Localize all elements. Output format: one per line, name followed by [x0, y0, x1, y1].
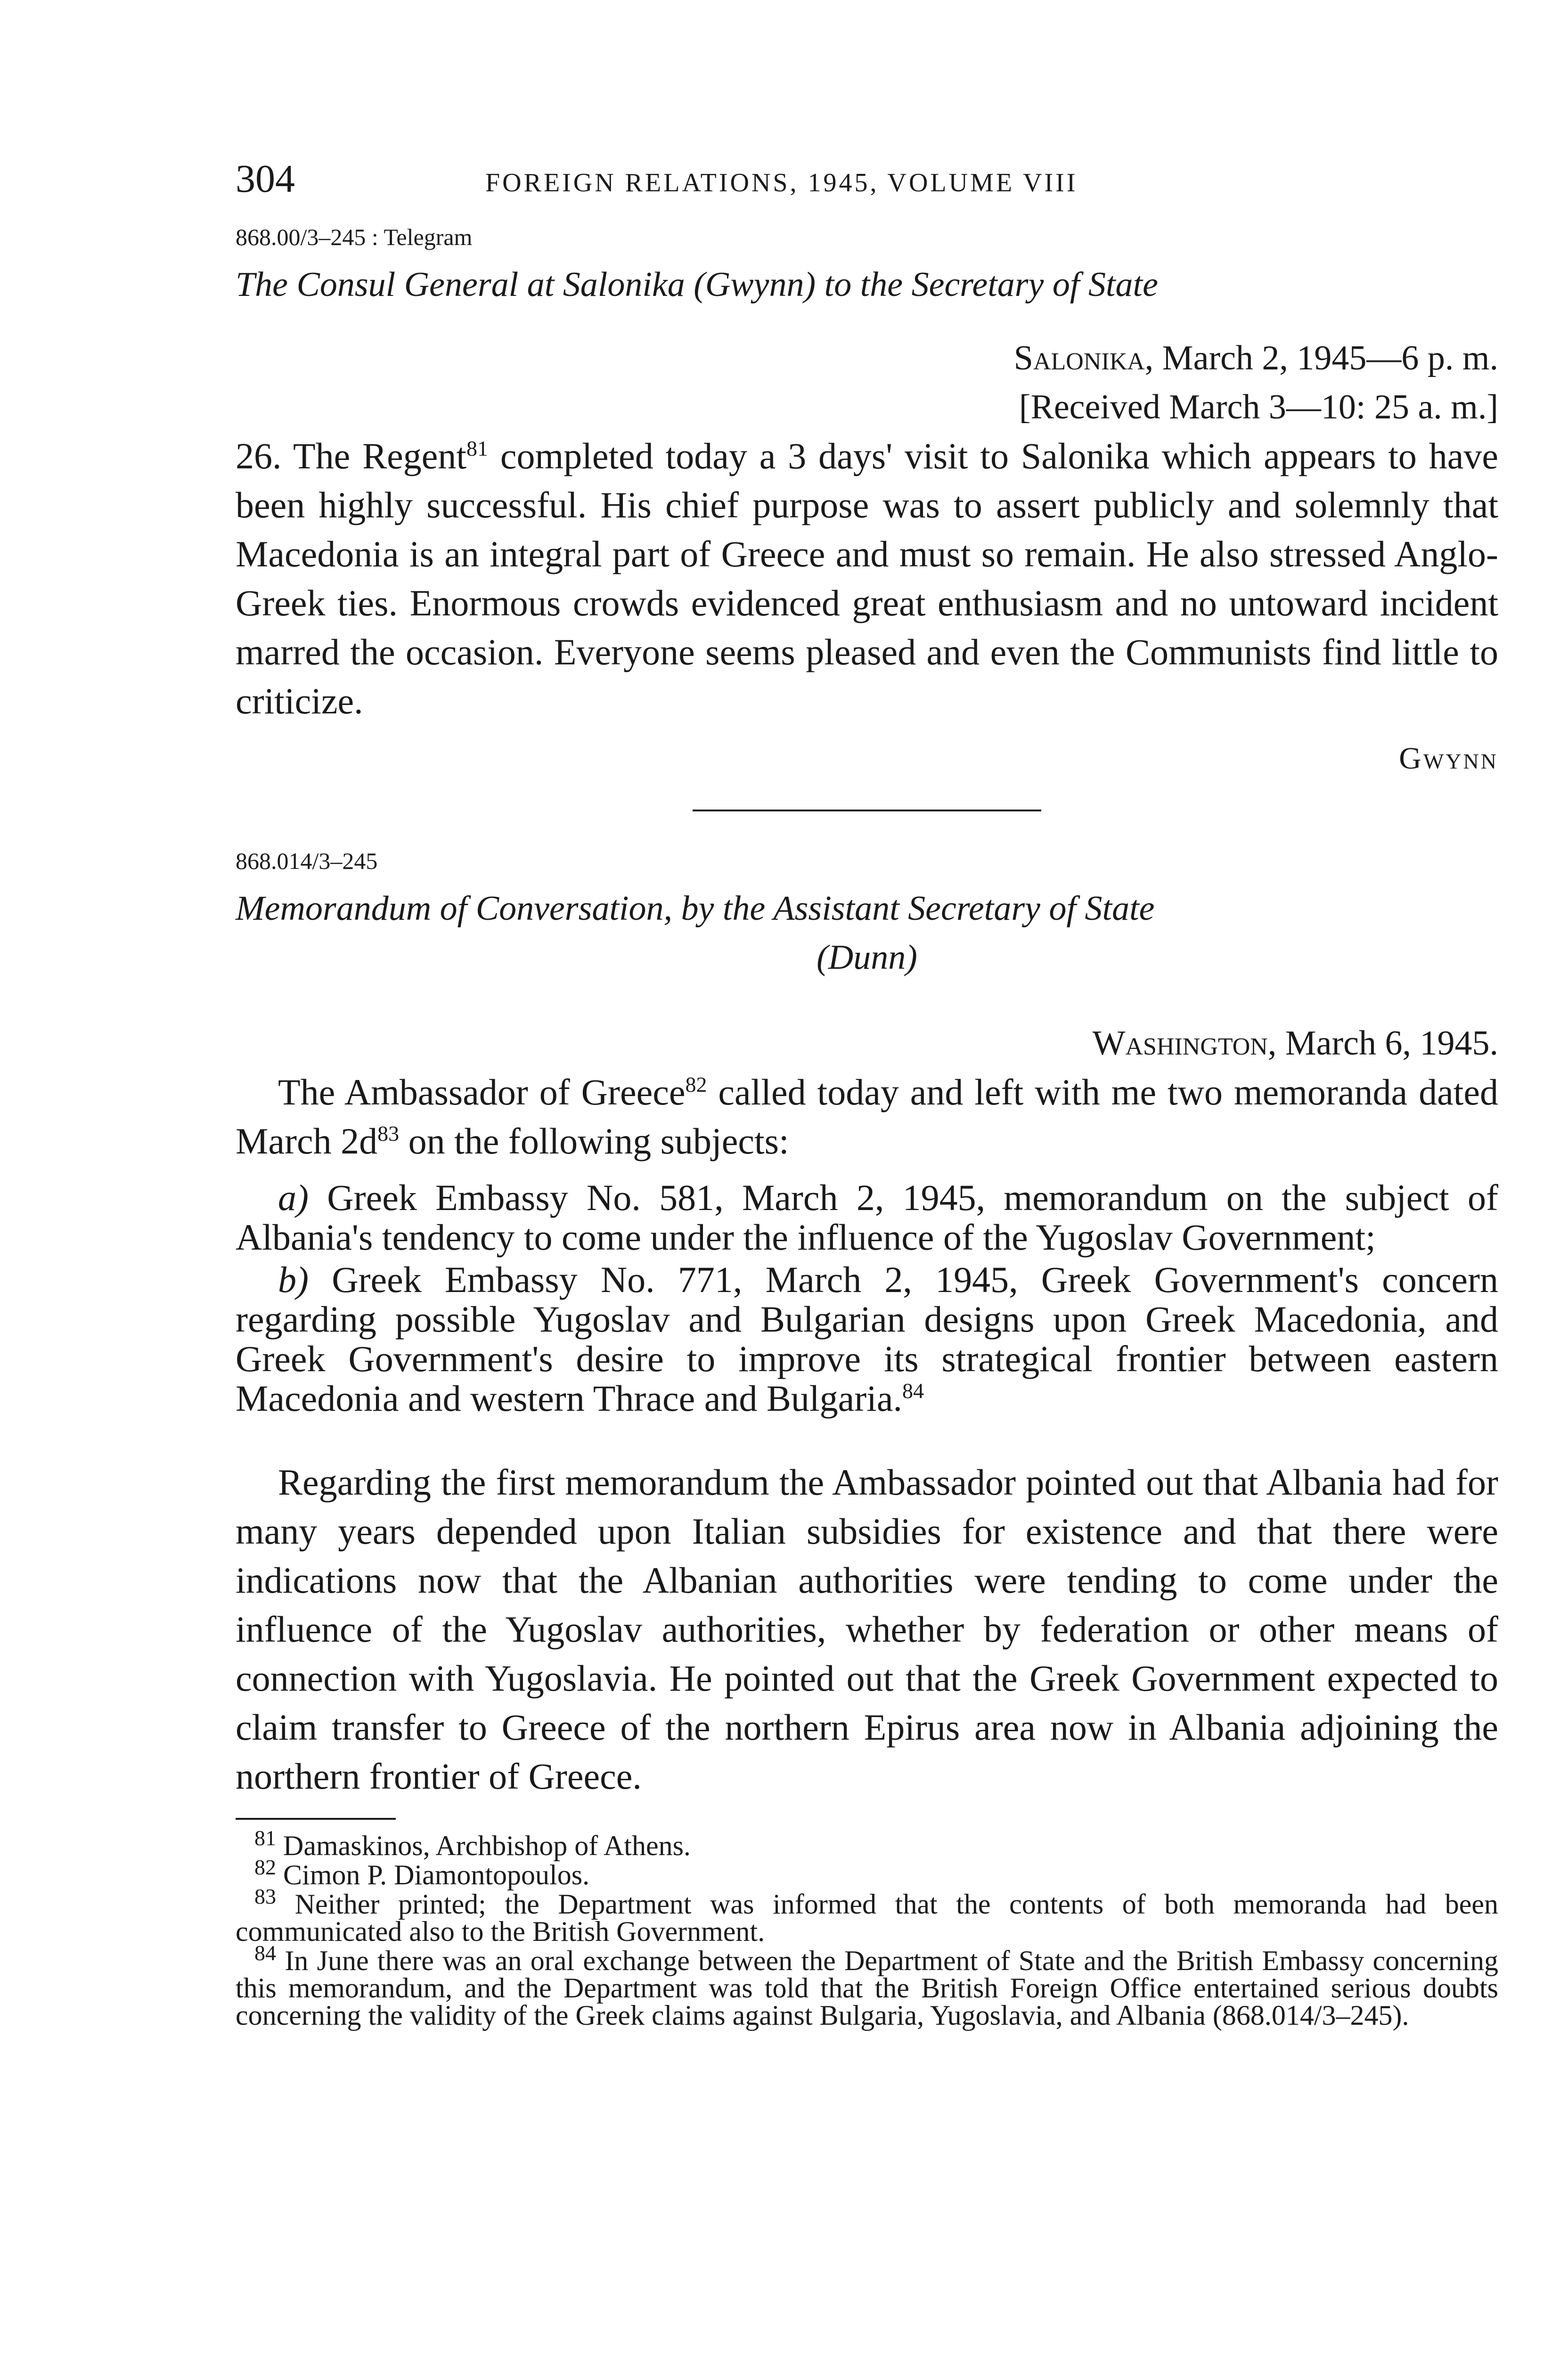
telegram-body-paragraph [236, 432, 1498, 726]
memorandum-heading-line2: (Dunn) [817, 938, 917, 977]
footnote-ref-81: 81 [466, 436, 489, 460]
footnote-83 [236, 1884, 1498, 1947]
memorandum-intro-end: on the following subjects: [399, 1121, 789, 1162]
footnote-number: 84 [254, 1941, 276, 1965]
telegram-heading: The Consul General at Salonika (Gwynn) to the Secretary of State [236, 265, 1158, 304]
memorandum-intro-paragraph [236, 1068, 1498, 1166]
telegram-dateline [236, 334, 1498, 383]
footnote-number: 81 [254, 1826, 276, 1850]
list-item [236, 1260, 1498, 1418]
footnote-rule [236, 1818, 396, 1820]
footnote-81 [236, 1826, 1498, 1861]
footnote-ref-82: 82 [685, 1072, 707, 1096]
memorandum-intro-start: The Ambassador of Greece [278, 1072, 686, 1113]
telegram-received-line: [Received March 3—10: 25 a. m.] [1019, 388, 1498, 426]
memorandum-file-reference: 868.014/3–245 [236, 848, 378, 874]
telegram-body-rest: completed today a 3 days' visit to Salonika which appears to have been highly successful. His chief purpose was to assert publicly and solemnly that Macedonia is an integral part of Greece and must so remain. He also stressed Anglo-Greek ties. Enormous crowds evidenced great enthusiasm and no untoward incident marred the occasion. Everyone seems pleased and even the Communists find little to criticize. [236, 435, 1498, 721]
footnotes [236, 1826, 1498, 2031]
list-item-label-a: a) [278, 1177, 309, 1218]
memorandum-dateline-date: , March 6, 1945. [1267, 1024, 1498, 1063]
telegram-file-reference: 868.00/3–245 : Telegram [236, 224, 473, 250]
list-item-text-b: Greek Embassy No. 771, March 2, 1945, Greek Government's concern regarding possible Yugoslav and Bulgarian designs upon Greek Macedonia, and Greek Government's desire to improve its strategical frontier between eastern Macedonia and western Thrace and Bulgaria. [236, 1259, 1498, 1419]
paragraph-gap [236, 1421, 1498, 1458]
footnote-82 [236, 1855, 1498, 1890]
footnote-number: 83 [254, 1884, 276, 1908]
document-page [236, 155, 1498, 2031]
memorandum-dateline [236, 1019, 1498, 1068]
footnote-text: Damaskinos, Archbishop of Athens. [276, 1830, 691, 1861]
list-item [236, 1178, 1498, 1257]
section-separator [693, 810, 1041, 811]
footnote-84 [236, 1941, 1498, 2031]
memorandum-intro-middle: called today and left with me two memoranda dated March 2d [236, 1072, 1498, 1162]
list-item-text-a: Greek Embassy No. 581, March 2, 1945, memorandum on the subject of Albania's tendency to come under the influence of the Yugoslav Government; [236, 1177, 1498, 1258]
page-number: 304 [236, 157, 295, 201]
memorandum-heading-line1: Memorandum of Conversation, by the Assistant Secretary of State [236, 889, 1155, 928]
footnote-number: 82 [254, 1855, 276, 1879]
telegram-dateline-date: , March 2, 1945—6 p. m. [1144, 339, 1498, 377]
telegram-signature: Gwynn [1399, 741, 1498, 776]
telegram-dateline-place: Salonika [1013, 339, 1145, 377]
memorandum-dateline-place: Washington [1092, 1024, 1268, 1063]
memorandum-body-paragraph: Regarding the first memorandum the Ambassador pointed out that Albania had for many years depended upon Italian subsidies for existence and that there were indications now that the Albanian authorities were tending to come under the influence of the Yugoslav authorities, whether by federation or other means of connection with Yugoslavia. He pointed out that the Greek Government expected to claim transfer to Greece of the northern Epirus area now in Albania adjoining the northern frontier of Greece. [236, 1462, 1498, 1797]
footnote-ref-84: 84 [902, 1379, 924, 1403]
footnote-text: Neither printed; the Department was informed that the contents of both memoranda had been communicated also to the British Government. [236, 1889, 1498, 1947]
telegram-body-start: 26. The Regent [236, 435, 467, 476]
list-item-label-b: b) [278, 1259, 309, 1300]
memoranda-list [236, 1178, 1498, 1418]
running-title: FOREIGN RELATIONS, 1945, VOLUME VIII [485, 168, 1078, 197]
footnote-text: Cimon P. Diamontopoulos. [276, 1859, 590, 1890]
footnote-ref-83: 83 [377, 1121, 400, 1145]
running-head [236, 155, 1498, 207]
footnote-text: In June there was an oral exchange between the Department of State and the British Embassy concerning this memorandum, and the Department was told that the British Foreign Office entertained serious doubts concerning the validity of the Greek claims against Bulgaria, Yugoslavia, and Albania (868.014/3–245). [236, 1945, 1498, 2031]
